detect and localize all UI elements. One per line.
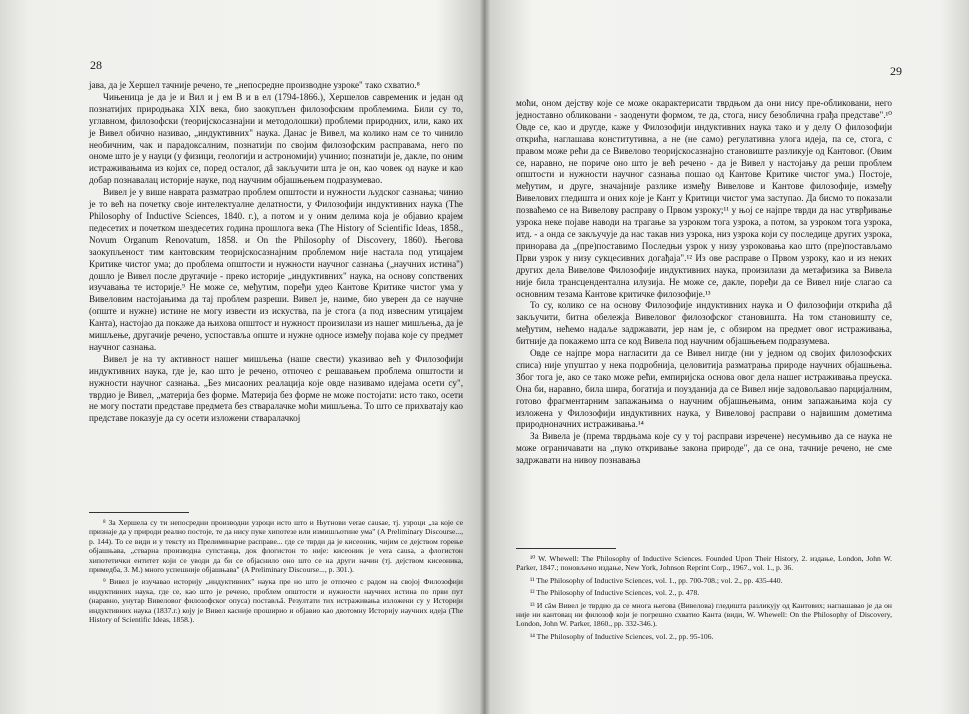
footnote: ⁹ Вивел је изучавао историју „индуктивних" наука пре но што је отпочео с радом на својој Филозофији индуктивних наука, где се, као што је речено, проблем општости и нужности научних истина по први пут (наравно, унутар Вивеловог филозофског опуса) постављâ. Резултати тих истраживања изложени су у Историји индуктивних наука (1837.г.) коју је Вивел касније проширио и објавио као двотомну Историју научних идеја (The History of Scientific Ideas, 1858.). <box>89 577 463 625</box>
paragraph: За Вивела је (према тврдњама које су у тој расправи изречене) несумњиво да се наука не може ограничавати на „пуко откривање закона природе", да се она, тачније речено, не сме задржавати на нивоу познавања <box>516 431 892 466</box>
footnote-rule <box>516 548 616 549</box>
paragraph: То су, колико се на основу Филозофије индуктивних наука и О филозофији открића дâ закључити, битна обележја Вивеловог филозофског становишта. На том становишту се, међутим, нећемо надаље задржавати, јер нам је, с обзиром на предмет овог истраживања, битније да покажемо шта се код Вивела под научним објашњењем подразумева. <box>516 300 892 347</box>
footnote: ¹¹ The Philosophy of Inductive Sciences, vol. 1., pp. 700-708.; vol. 2., pp. 435-440. <box>530 575 783 585</box>
left-footnotes <box>89 518 463 627</box>
right-footnotes <box>516 554 892 644</box>
right-page-number: 29 <box>890 64 902 78</box>
left-page-number: 28 <box>90 58 102 72</box>
left-body-text <box>89 80 463 425</box>
footnote: ¹⁰ W. Whewell: The Philosophy of Inductive Sciences. Founded Upon Their History, 2. издање, London, John W. Parker, 1847.; поновљено издање, New York, Johnson Reprint Corp., 1967., vol. 1., p. 36. <box>516 554 892 573</box>
right-page <box>486 0 969 714</box>
paragraph: Вивел је у више наврата разматрао проблем општости и нужности људског сазнања; чинио је то већ на почетку своје интелектуалне делатности, у Филозофији индуктивних наука (The Philosophy of Inductive Sciences, 1840. г.), а потом и у оним делима која је објавио крајем педесетих и почетком шездесетих година прошлога века (The History of Scientific Ideas, 1858., Novum Organum Renovatum, 1858. и On the Philosophy of Discovery, 1860). Његова заокупљеност тим кантовским теоријскосазнајним проблемом није настала под утицајем Критике чистог ума; до проблема општости и нужности научног сазнања („научних истина") дошло је Вивел после другачије - преко историје „индуктивних" наука, на основу сопствених изучавања те историје.⁹ Не може се, међутим, поређи удео Кантове Критике чистог ума у Вивеловим настојањима да тај проблем разреши. Вивел је, наиме, био уверен да се научне (опште и нужне) истине не могу извести из искуства, па је стога (а под извесним утицајем Канта), настојао да покаже да њихова општост и нужност произилази из нашег мишљења, да је мишљење, другачије речено, успоставља опште и нужне односе између појава које су предмет научног сазнања. <box>89 187 463 352</box>
paragraph: моћи, оном дејству које се може окарактерисати тврдњом да они нису пре-обликовани, него једноставно обликовани - заоденути формом, те да, стога, нису безоблична грађа представе".¹⁰ Овде се, као и другде, каже у Филозофији индуктивних наука тако и у делу О филозофији открића, наглашава конститутивна, а не (не само) регулативна улога идеја, па се, стога, с правом може рећи да се Вивелово теоријскосазнајно становиште разликује од Кантовог. (Овим се, наравно, не пориче оно што је већ речено - да је Вивел у настојању да реши проблем општости и нужности научног сазнања пошао од Кантове Критике чистог ума.) Постоје, међутим, и друге, значајније разлике између Вивелове и Кантове филозофије, између Вивеловиx гледишта и оних које је Кант у Критици чистог ума заступао. Да бисмо то показали позваћемо се на Вивелову расправу о Првом узроку;¹¹ у њој се најпре тврди да нас утврђивање узрока неке појаве наводи на трагање за узроком тога узрока, а потом, за узроком тога узрока, итд. - а онда се закључује да нас такав низ узрока, низ узрока који су последице других узрока, принорава да „(пре)поставимо Последњи узрок у низу узроковања као што (пре)постављамо Први узрок у низу сукцесивних догађаја".¹² Из ове расправе о Првом узроку, као и из неких других дела Вивелове Филозофије индуктивних наука, произилази да метафизика за Вивела није била трансцендентална илузија. Не може се, дакле, поређи да се Вивел није слагао са основним тезама Кантове критичке филозофије.¹³ <box>516 98 892 299</box>
footnote: ¹² The Philosophy of Inductive Sciences, vol. 2., p. 478. <box>530 588 700 598</box>
paragraph: Вивел је на ту активност нашег мишљења (наше свести) указивао већ у Филозофији индуктивних наука, где је, као што је речено, отпочео с решавањем проблема општости и нужности научног сазнања. „Без мисаоних реалација које овде називамо идејама осети су", тврдио је Вивел, „материја без форме. Материја без форме не може постојати: исто тако, осети не могу постати представе предмета без стваралачке моћи мишљења. То што се прихватају као представе показује да су осети изложени стваралачкој <box>89 353 463 424</box>
paragraph: Чињеница је да је и Вил и ј ем В и в ел (1794-1866.), Хершелов савременик и један од познатијих природњака XIX века, био заокупљен филозофским проблемима. Били су то, углавном, филозофски (теоријскосазнајни и методолошки) проблеми природних, или, како их је Вивел обично називао, „индуктивних" наука. Данас је Вивел, ма колико нам се то чинило необичним, чак и парадоксалним, познатији по својим филозофским расправама, него по ономе што је у науци (у физици, геологији и астрономији) учинио; познатији је, дакле, по оним истраживањима из којих се, поред осталог, дâ закључити шта је он, као човек од науке и као добар познавалац историје науке, под научним објашњењем подразумевао. <box>89 91 463 186</box>
footnote-rule <box>89 512 189 513</box>
footnote: ¹⁴ The Philosophy of Inductive Sciences, vol. 2., pp. 95-106. <box>530 631 714 641</box>
left-page <box>0 0 484 714</box>
paragraph: Овде се најпре мора нагласити да се Вивел нигде (ни у једном од својих филозофских списа) није упуштао у нека подробнија, целовитија разматрања природе научних објашњења. Због тога је, ако се тако може рећи, емпиријска основа овог дела нашег истраживања преуска. Она би, наравно, била шира, богатија и поузданија да се Вивел није задовољавао парцијалним, готово фрагментарним запажањима о научним објашњењима, оним запажањима која су изложена у Филозофији индуктивних наука, у Вивеловој расправи о највишим дометима природноначних истраживања.¹⁴ <box>516 348 892 430</box>
footnote: ¹³ И сâм Вивел је тврдио да се многа његова (Вивелова) гледишта разликују од Кантових; наглашавао је да он није ни кантовац ни филозоф који је погрешно схватио Канта (види, W. Whewell: On the Philosophy of Discovery, London, John W. Parker, 1860., pp. 332-346.). <box>516 600 892 629</box>
paragraph: јава, да је Хершел тачније речено, те „непосредне производне узроке" тако схватио.⁸ <box>89 80 420 90</box>
right-body-text <box>516 98 892 467</box>
footnote: ⁸ За Хершела су ти непосредни производни узроци исто што и Њутнови verae causae, тј. узроци „за које се признаје да у природи реално постоје, те да нису пуке хипотезе или измишљотине ума" (A Preliminary Discourse..., p. 144). То се види и у тексту из Прелиминарне расправе... где се тврди да је кисеоник, чијим се дејством горење објашњава, „стварна производна супстанца, док флогистон то није: кисеоник је vera causa, а флогистон хипотетички ентитет који се уводи да би се објаснило оно што се на други начин (тј. дејством кисеоника, примедба, З. М.) много успешније објашњава" (A Preliminary Discourse..., p. 301.). <box>89 518 463 575</box>
